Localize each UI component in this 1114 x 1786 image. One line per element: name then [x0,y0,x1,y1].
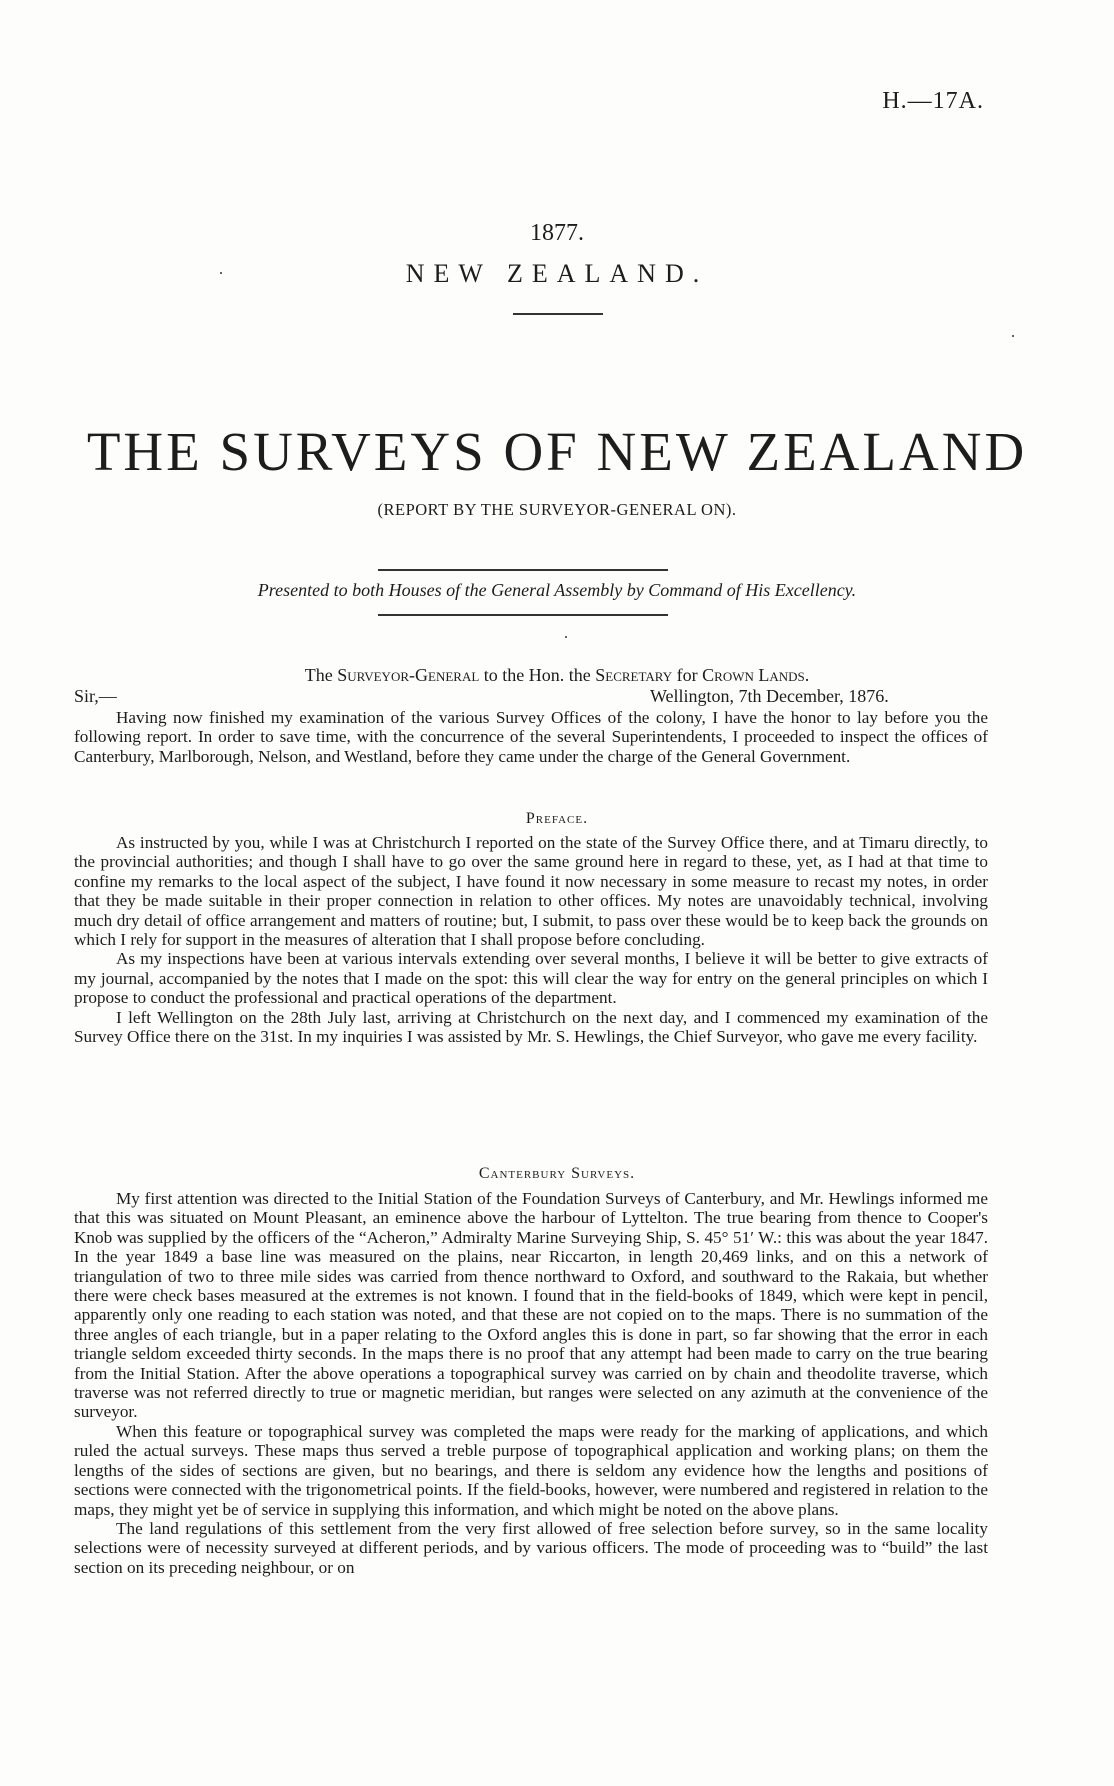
place-date: Wellington, 7th December, 1876. [650,686,889,706]
document-title: THE SURVEYS OF NEW ZEALAND [86,421,1028,482]
divider-rule [378,614,668,616]
section-heading-preface: Preface. [525,810,589,827]
paragraph: Having now finished my examination of the various Survey Offices of the colony, I have the honor to lay before you the following report. In order to save time, with the concurrence of the several Superintendents, I proceeded to inspect the offices of Canterbury, Marlborough, Nelson, and Westland, before they came under the charge of the General Government. [74,708,988,766]
divider-rule [378,569,668,571]
year: 1877. [530,220,584,246]
letter-address [0,665,1114,686]
divider-rule [513,313,603,315]
document-subtitle: (REPORT BY THE SURVEYOR-GENERAL ON). [377,500,737,519]
canterbury-block [74,1189,988,1577]
print-speck [220,272,222,274]
presentation-line: Presented to both Houses of the General Assembly by Command of His Excellency. [257,580,857,600]
address-from: Surveyor-General [337,665,480,685]
print-speck [1012,335,1014,337]
address-text: to the Hon. the [479,665,596,685]
address-text: . [804,665,810,685]
paragraph: I left Wellington on the 28th July last, arriving at Christchurch on the next day, and I commenced my examination of the Survey Office there on the 31st. In my inquiries I was assisted by Mr. S. Hewlings, the Chief Surveyor, who gave me every facility. [74,1007,988,1047]
paragraph: As instructed by you, while I was at Christchurch I reported on the state of the Survey Office there, and at Timaru directly, to the provincial authorities; and though I shall have to go over the same ground here in regard to these, yet, as I had at that time to confine my remarks to the local aspect of the subject, I have found it now necessary in some measure to recast my notes, in order that they be made suitable in their proper connection in relation to other offices. My notes are unavoidably technical, involving much dry detail of office arrangement and matters of routine; but, I submit, to pass over these would be to keep back the grounds on which I rely for support in the measures of alteration that I shall propose before concluding. [74,833,988,950]
section-heading-canterbury: Canterbury Surveys. [478,1165,636,1182]
print-speck [565,636,567,638]
address-text: for [672,665,703,685]
paragraph: When this feature or topographical survey was completed the maps were ready for the marking of applications, and which ruled the actual surveys. These maps thus served a treble purpose of topographical application and working plans; on them the lengths of the sides of sections are given, but no bearings, and there is seldom any evidence how the lengths and positions of sections were connected with the trigonometrical points. If the field-books, however, were numbered and registered in relation to the maps, they might yet be of service in supplying this information, and which might be noted on the above plans. [74,1421,988,1519]
paragraph: The land regulations of this settlement from the very first allowed of free selection before survey, so in the same locality selections were of necessity surveyed at different periods, and by various officers. The mode of proceeding was to “build” the last section on its preceding neighbour, or on [74,1518,988,1577]
paragraph: As my inspections have been at various intervals extending over several months, I believe it will be better to give extracts of my journal, accompanied by the notes that I made on the spot: this will clear the way for entry on the general principles on which I propose to conduct the professional and practical operations of the department. [74,949,988,1008]
paragraph: My first attention was directed to the Initial Station of the Foundation Surveys of Canterbury, and Mr. Hewlings informed me that this was situated on Mount Pleasant, an eminence above the harbour of Lyttelton. The true bearing from thence to Cooper's Knob was supplied by the officers of the “Acheron,” Admiralty Marine Surveying Ship, S. 45° 51′ W.: this was about the year 1847. In the year 1849 a base line was measured on the plains, near Riccarton, in length 20,469 links, and on this a network of triangulation of two to three mile sides was carried from thence northward to Oxford, and southward to the Rakaia, but whether there were check bases measured at the extremes is not known. I found that in the field-books of 1849, which were kept in pencil, apparently only one reading to each station was noted, and that these are not copied on to the maps. There is no summation of the three angles of each triangle, but in a paper relating to the Oxford angles this is done in part, so far showing that the error in each triangle seldom exceeded thirty seconds. In the maps there is no proof that any attempt had been made to carry on the true bearing from the Initial Station. After the above operations a topographical survey was carried on by chain and theodolite traverse, which traverse was not referred directly to true or magnetic meridian, but ranges were selected on any azimuth at the convenience of the surveyor. [74,1189,988,1422]
intro-block [74,708,988,766]
paper-reference: H.—17A. [882,88,984,114]
preface-block [74,833,988,1046]
address-text: The [304,665,338,685]
address-to-dept: Crown Lands [702,665,805,685]
salutation: Sir,— [74,686,117,706]
country-heading: NEW ZEALAND. [405,259,709,288]
address-to-role: Secretary [595,665,673,685]
